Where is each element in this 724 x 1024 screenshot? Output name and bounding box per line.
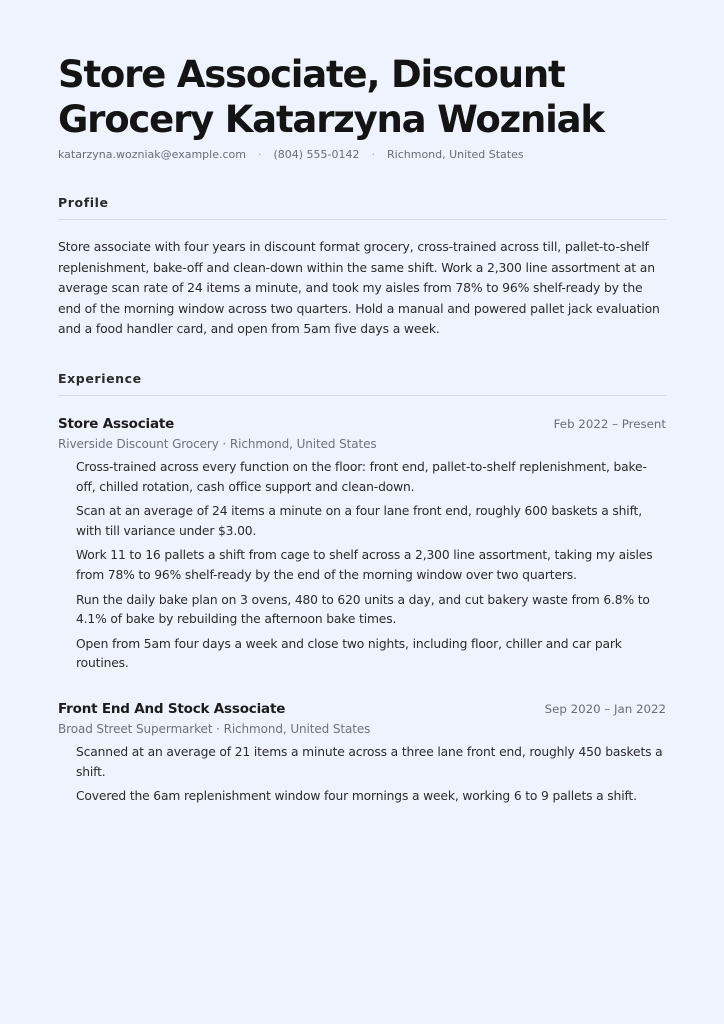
profile-section bbox=[58, 195, 666, 340]
job-bullet: Scan at an average of 24 items a minute on a four lane front end, roughly 600 baskets a shift, with till variance under $3.00. bbox=[76, 504, 642, 538]
job-bullet: Run the daily bake plan on 3 ovens, 480 to 620 units a day, and cut bakery waste from 6.8% to 4.1% of bake by rebuilding the afternoon bake times. bbox=[76, 592, 650, 627]
contact-phone[interactable]: (804) 555-0142 bbox=[273, 148, 360, 161]
resume-header bbox=[58, 52, 666, 161]
job-organization: Riverside Discount Grocery · Richmond, United States bbox=[58, 436, 377, 451]
job-title: Store Associate bbox=[58, 415, 175, 432]
contact-separator: · bbox=[371, 148, 376, 161]
job-bullet: Cross-trained across every function on the floor: front end, pallet-to-shelf replenishment, bake-off, chilled rotation, cash office support and clean-down. bbox=[76, 459, 647, 494]
contact-location: Richmond, United States bbox=[387, 148, 524, 161]
section-title-experience: Experience bbox=[58, 371, 666, 396]
job-bullet: Open from 5am four days a week and close two nights, including floor, chiller and car park routines. bbox=[76, 636, 622, 671]
contact-line bbox=[58, 148, 666, 161]
contact-email[interactable]: katarzyna.wozniak@example.com bbox=[58, 148, 246, 161]
experience-section bbox=[58, 371, 666, 807]
job-bullets bbox=[58, 458, 666, 674]
job-header bbox=[58, 416, 666, 432]
job-bullets bbox=[58, 743, 666, 807]
job-dates: Sep 2020 – Jan 2022 bbox=[544, 701, 666, 716]
job-dates: Feb 2022 – Present bbox=[553, 416, 666, 431]
section-title-profile: Profile bbox=[58, 195, 666, 220]
job-bullet: Covered the 6am replenishment window four mornings a week, working 6 to 9 pallets a shift. bbox=[76, 789, 637, 804]
job-title: Front End And Stock Associate bbox=[58, 700, 286, 717]
job-header bbox=[58, 701, 666, 717]
job-entry bbox=[58, 416, 666, 674]
job-bullet: Work 11 to 16 pallets a shift from cage to shelf across a 2,300 line assortment, taking my aisles from 78% to 96% shelf-ready by the end of the morning window over two quarters. bbox=[76, 548, 653, 582]
contact-separator: · bbox=[257, 148, 262, 161]
job-entry bbox=[58, 701, 666, 807]
candidate-name: Store Associate, Discount Grocery Katarzyna Wozniak bbox=[58, 53, 604, 141]
job-organization: Broad Street Supermarket · Richmond, United States bbox=[58, 721, 371, 736]
profile-summary: Store associate with four years in discount format grocery, cross-trained across till, pallet-to-shelf replenishment, bake-off and clean-down within the same shift. Work a 2,300 line assortment at an average scan rate of 24 items a minute, and took my aisles from 78% to 96% shelf-ready by the end of the morning window across two quarters. Hold a manual and powered pallet jack evaluation and a food handler card, and open from 5am five days a week. bbox=[58, 239, 660, 337]
job-bullet: Scanned at an average of 21 items a minute across a three lane front end, roughly 450 baskets a shift. bbox=[76, 744, 663, 779]
